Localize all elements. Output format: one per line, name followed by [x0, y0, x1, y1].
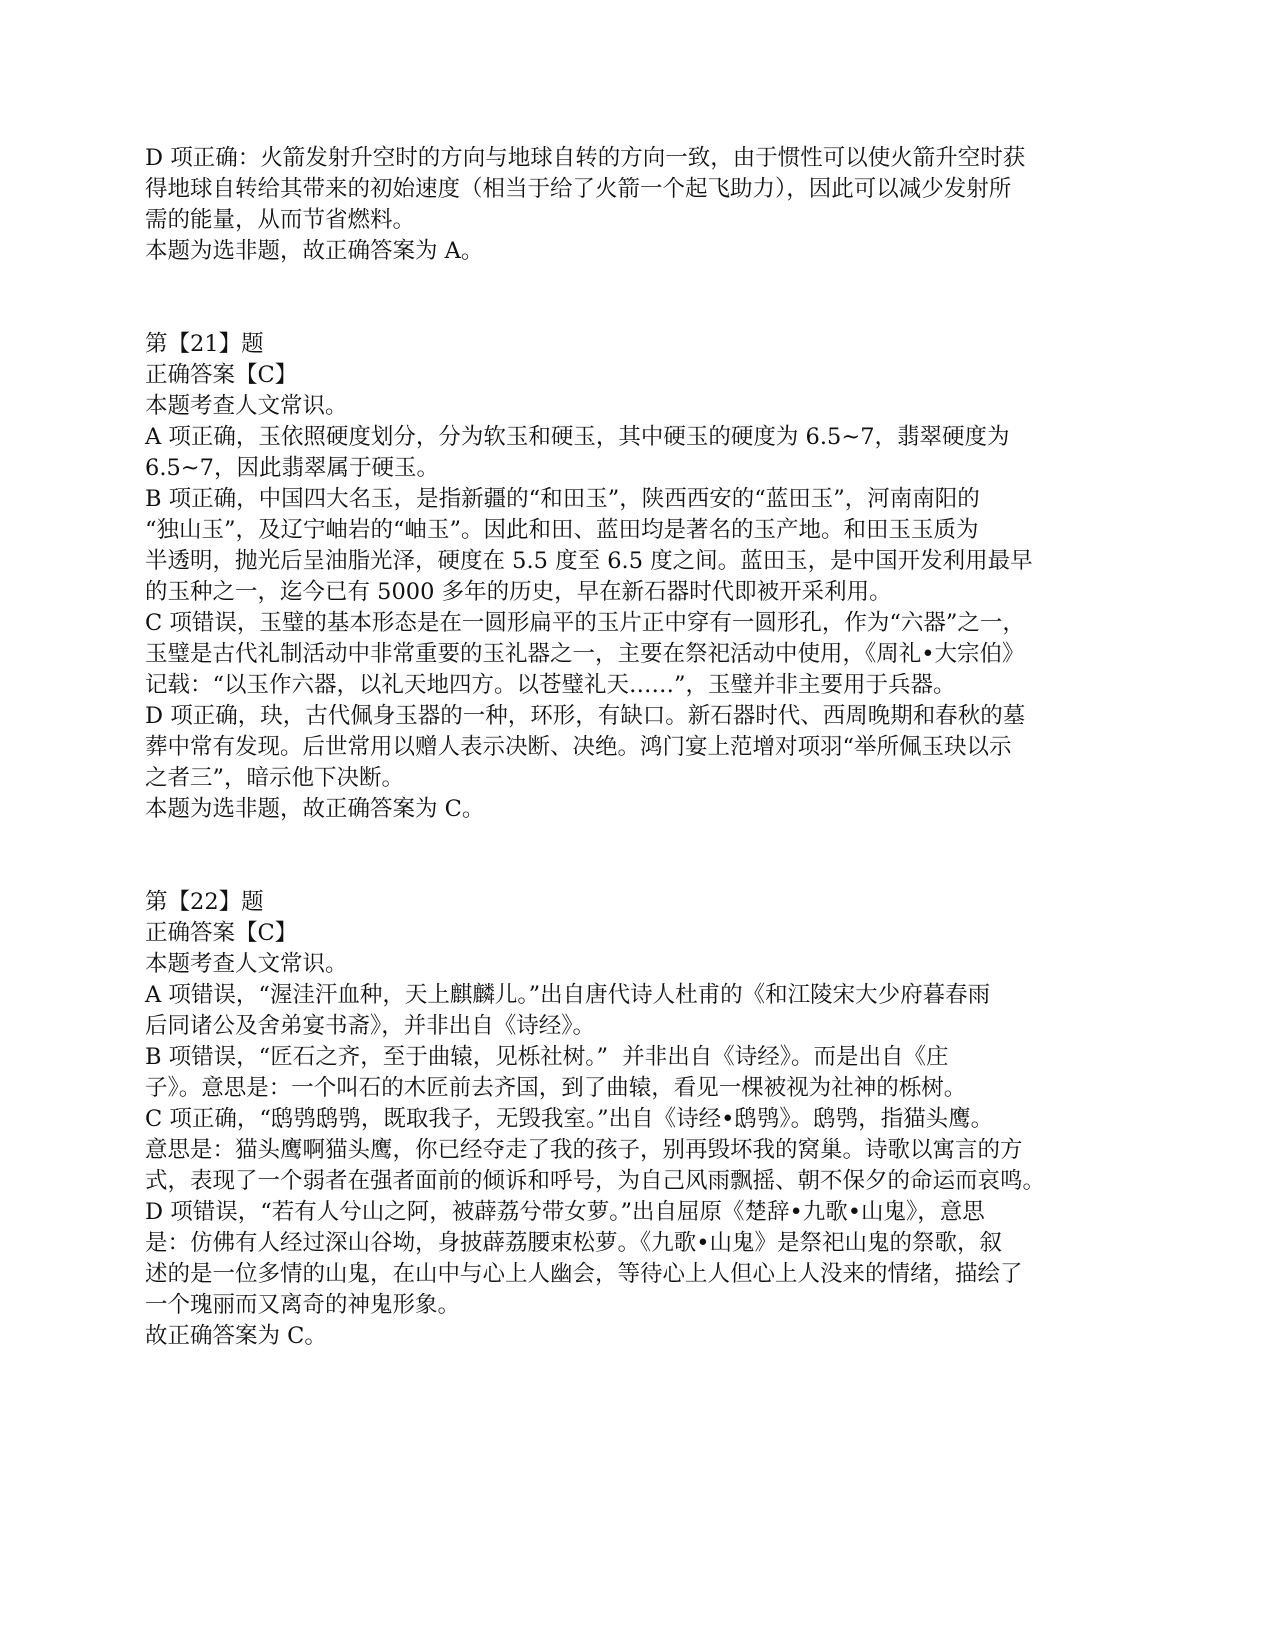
- text-line: B 项正确，中国四大名玉，是指新疆的“和田玉”，陕西西安的“蓝田玉”，河南南阳的: [145, 486, 980, 512]
- q20-explanation-tail: [145, 143, 1080, 267]
- section-gap: [145, 825, 1080, 887]
- text-line: 意思是：猫头鹰啊猫头鹰，你已经夺走了我的孩子，别再毁坏我的窝巢。诗歌以寓言的方: [145, 1137, 1023, 1163]
- text-line: A 项错误，“渥洼汗血种，天上麒麟儿。”出自唐代诗人杜甫的《和江陵宋大少府暮春雨: [145, 982, 991, 1008]
- text-line: 需的能量，从而节省燃料。: [145, 207, 416, 233]
- text-line: 本题考查人文常识。: [145, 951, 348, 977]
- question-title: 第【21】题: [145, 331, 264, 357]
- text-line: 式，表现了一个弱者在强者面前的倾诉和呼号，为自己风雨飘摇、朝不保夕的命运而哀鸣。: [145, 1168, 1046, 1194]
- question-22: [145, 887, 1080, 1352]
- text-line: D 项正确：火箭发射升空时的方向与地球自转的方向一致，由于惯性可以使火箭升空时获: [145, 145, 1026, 171]
- text-line: 的玉种之一，迄今已有 5000 多年的历史，早在新石器时代即被开采利用。: [145, 579, 892, 605]
- text-line: C 项错误，玉璧的基本形态是在一圆形扁平的玉片正中穿有一圆形孔，作为“六器”之一，: [145, 610, 1025, 636]
- text-line: “独山玉”，及辽宁岫岩的“岫玉”。因此和田、蓝田均是著名的玉产地。和田玉玉质为: [145, 517, 979, 543]
- correct-answer: 正确答案【C】: [145, 920, 298, 946]
- correct-answer: 正确答案【C】: [145, 362, 298, 388]
- text-line: D 项错误，“若有人兮山之阿，被薜荔兮带女萝。”出自屈原《楚辞•九歌•山鬼》，意思: [145, 1199, 985, 1225]
- text-line: 是：仿佛有人经过深山谷坳，身披薜荔腰束松萝。《九歌•山鬼》是祭祀山鬼的祭歌，叙: [145, 1230, 1003, 1256]
- conclusion-line: 本题为选非题，故正确答案为 C。: [145, 796, 485, 822]
- text-line: A 项正确，玉依照硬度划分，分为软玉和硬玉，其中硬玉的硬度为 6.5~7，翡翠硬度为: [145, 424, 1010, 450]
- text-line: 6.5~7，因此翡翠属于硬玉。: [145, 455, 439, 481]
- text-line: 玉璧是古代礼制活动中非常重要的玉礼器之一，主要在祭祀活动中使用，《周礼•大宗伯》: [145, 641, 1025, 667]
- text-line: B 项错误，“匠石之齐，至于曲辕，见栎社树。” 并非出自《诗经》。而是出自《庄: [145, 1044, 949, 1070]
- text-line: 葬中常有发现。后世常用以赠人表示决断、决绝。鸿门宴上范增对项羽“举所佩玉玦以示: [145, 734, 1012, 760]
- section-gap: [145, 267, 1080, 329]
- text-line: 子》。意思是：一个叫石的木匠前去齐国，到了曲辕，看见一棵被视为社神的栎树。: [145, 1075, 967, 1101]
- text-line: 记载：“以玉作六器，以礼天地四方。以苍璧礼天……”，玉璧并非主要用于兵器。: [145, 672, 956, 698]
- text-line: 得地球自转给其带来的初始速度（相当于给了火箭一个起飞助力），因此可以减少发射所: [145, 176, 1012, 202]
- question-title: 第【22】题: [145, 889, 264, 915]
- text-line: 述的是一位多情的山鬼，在山中与心上人幽会，等待心上人但心上人没来的情绪，描绘了: [145, 1261, 1023, 1287]
- conclusion-line: 故正确答案为 C。: [145, 1323, 327, 1349]
- text-line: 后同诸公及舍弟宴书斋》，并非出自《诗经》。: [145, 1013, 596, 1039]
- text-line: C 项正确，“鸱鸮鸱鸮，既取我子，无毁我室。”出自《诗经•鸱鸮》。鸱鸮，指猫头鹰。: [145, 1106, 994, 1132]
- text-line: 一个瑰丽而又离奇的神鬼形象。: [145, 1292, 461, 1318]
- text-line: 半透明，抛光后呈油脂光泽，硬度在 5.5 度至 6.5 度之间。蓝田玉，是中国开发利用最早: [145, 548, 1033, 574]
- conclusion-line: 本题为选非题，故正确答案为 A。: [145, 238, 484, 264]
- text-line: D 项正确，玦，古代佩身玉器的一种，环形，有缺口。新石器时代、西周晚期和春秋的墓: [145, 703, 1026, 729]
- question-21: [145, 329, 1080, 825]
- document-page: [145, 143, 1080, 1352]
- text-line: 之者三”，暗示他下决断。: [145, 765, 405, 791]
- text-line: 本题考查人文常识。: [145, 393, 348, 419]
